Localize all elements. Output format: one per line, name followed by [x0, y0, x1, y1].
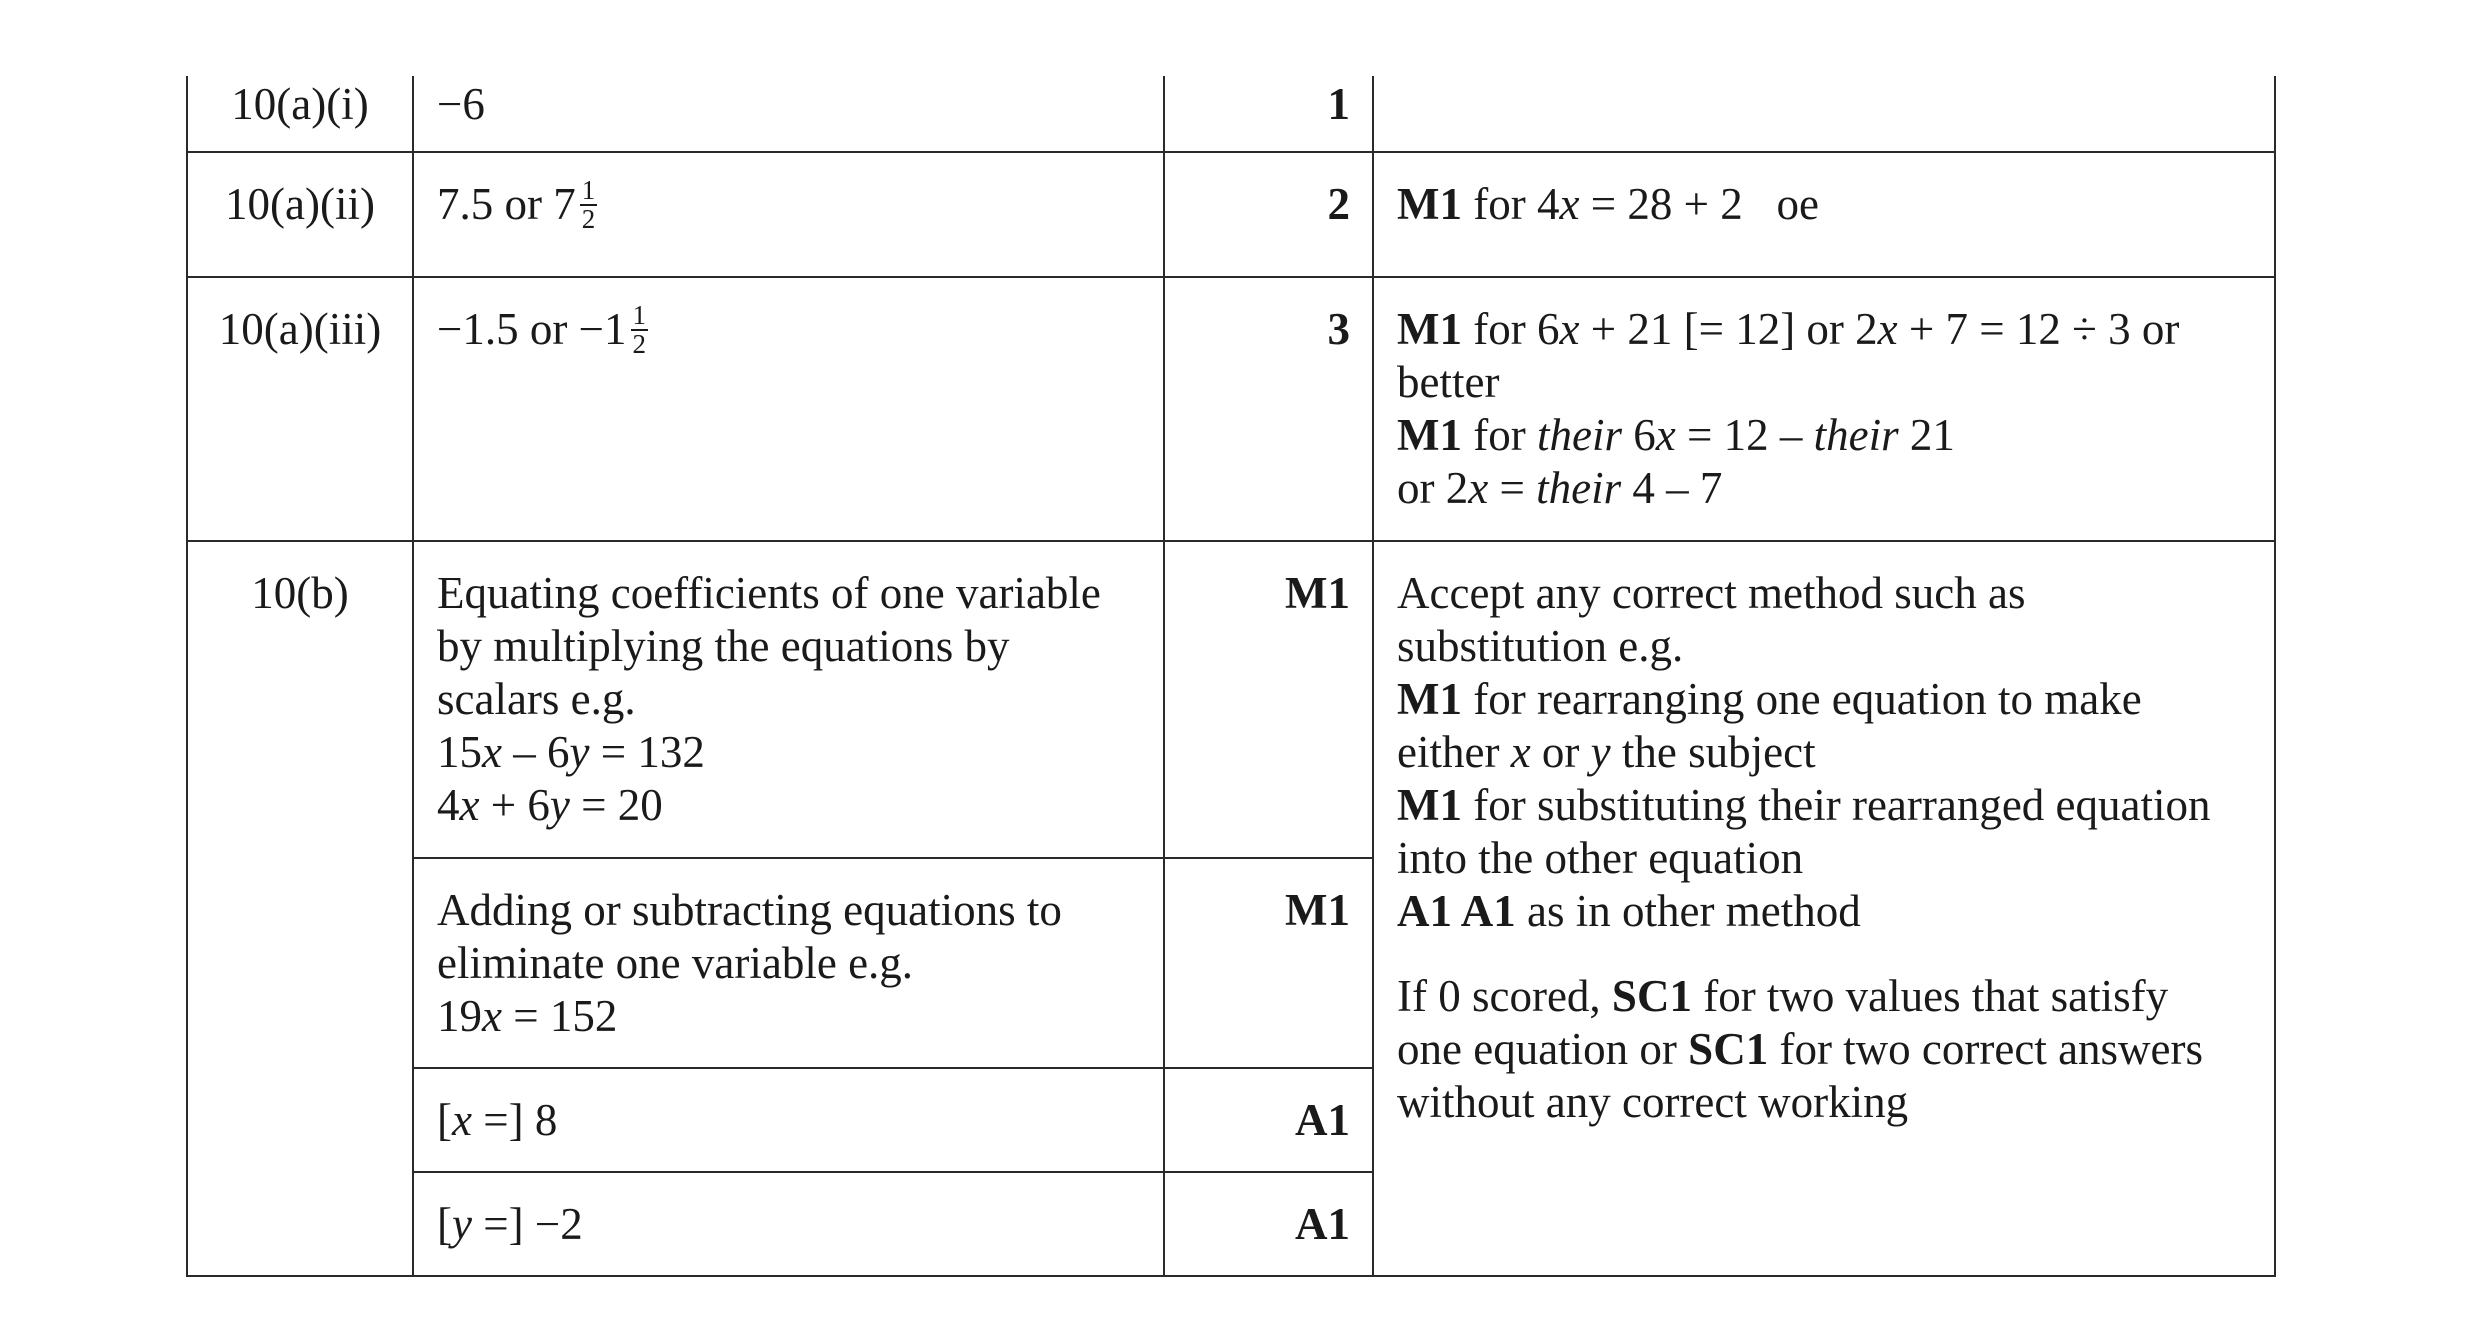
answer-cell — [413, 277, 1164, 541]
guidance-cell — [1373, 76, 2275, 152]
guidance-emphasis: their — [1813, 410, 1899, 460]
variable-x: x — [1559, 304, 1580, 354]
variable-x: x — [452, 1095, 472, 1145]
equation-text: =] −2 — [471, 1199, 583, 1249]
guidance-text: 21 — [1898, 410, 1955, 460]
marks-cell — [1164, 76, 1373, 152]
variable-y: y — [1590, 727, 1611, 777]
guidance-text: = 28 + 2 oe — [1579, 179, 1819, 229]
fraction-numerator: 1 — [581, 174, 596, 205]
answer-text: −1.5 or −1 — [437, 304, 627, 354]
marks-cell — [1164, 152, 1373, 277]
equation-text: 4 — [437, 780, 460, 830]
answer-cell — [413, 152, 1164, 277]
guidance-line — [1397, 462, 2254, 515]
answer-fraction — [580, 174, 598, 234]
answer-text: 7.5 or 7 — [437, 179, 576, 229]
marks-value: A1 — [1295, 1199, 1350, 1249]
equation-text: – 6 — [501, 727, 570, 777]
answer-line: Equating coefficients of one variable — [437, 568, 1101, 618]
answer-text: −6 — [437, 79, 485, 129]
question-cell — [187, 76, 413, 152]
marks-cell — [1164, 858, 1373, 1068]
mark-scheme-table — [186, 76, 2276, 1277]
answer-line: eliminate one variable e.g. — [437, 938, 914, 988]
guidance-line — [1397, 885, 2254, 938]
mark-code: M1 — [1397, 410, 1462, 460]
marks-value: A1 — [1295, 1095, 1350, 1145]
question-cell — [187, 277, 413, 541]
variable-x: x — [1510, 727, 1531, 777]
variable-x: x — [482, 727, 502, 777]
marks-value: M1 — [1285, 885, 1350, 935]
table-row — [187, 76, 2275, 152]
marks-cell — [1164, 541, 1373, 858]
guidance-line: into the other equation — [1397, 833, 1804, 883]
guidance-text: + 21 [= 12] or 2 — [1579, 304, 1878, 354]
equation-line — [437, 726, 1163, 779]
mark-code: M1 — [1397, 179, 1462, 229]
marks-value: 3 — [1327, 304, 1350, 354]
guidance-text: If 0 scored, — [1397, 971, 1612, 1021]
fraction-denominator: 2 — [632, 328, 646, 359]
guidance-emphasis: their — [1536, 463, 1622, 513]
answer-cell — [413, 541, 1164, 858]
answer-cell — [413, 76, 1164, 152]
guidance-text: for substituting their rearranged equation — [1461, 780, 2211, 830]
mark-code: M1 — [1397, 674, 1462, 724]
guidance-line — [1397, 303, 2254, 356]
guidance-line — [1397, 409, 2254, 462]
marks-cell — [1164, 1068, 1373, 1172]
guidance-line — [1397, 726, 2254, 779]
equation-text: [ — [437, 1095, 452, 1145]
mark-code: M1 — [1397, 780, 1462, 830]
guidance-text: + 7 = 12 ÷ 3 or — [1897, 304, 2180, 354]
guidance-line — [1397, 673, 2254, 726]
answer-line: scalars e.g. — [437, 674, 636, 724]
equation-text: + 6 — [479, 780, 550, 830]
guidance-line: without any correct working — [1397, 1077, 1909, 1127]
equation-line — [437, 779, 1163, 832]
table-row — [187, 277, 2275, 541]
mark-code: SC1 — [1611, 971, 1692, 1021]
variable-x: x — [1655, 410, 1676, 460]
guidance-line: Accept any correct method such as — [1397, 568, 2026, 618]
variable-x: x — [1559, 179, 1580, 229]
equation-line — [437, 990, 1163, 1043]
guidance-text: = 12 – — [1675, 410, 1814, 460]
guidance-line — [1397, 1023, 2254, 1076]
answer-fraction — [631, 299, 649, 359]
guidance-text: or — [1530, 727, 1591, 777]
guidance-line: better — [1397, 357, 1500, 407]
variable-x: x — [1468, 463, 1489, 513]
equation-text: = 132 — [589, 727, 705, 777]
table-row — [187, 152, 2275, 277]
guidance-text: as in other method — [1515, 886, 1861, 936]
mark-code: SC1 — [1688, 1024, 1769, 1074]
variable-x: x — [459, 780, 480, 830]
guidance-text: either — [1397, 727, 1511, 777]
marks-value: M1 — [1285, 568, 1350, 618]
answer-cell — [413, 858, 1164, 1068]
fraction-numerator: 1 — [632, 299, 646, 330]
equation-text: [ — [437, 1199, 452, 1249]
question-label: 10(a)(ii) — [225, 179, 375, 229]
variable-y: y — [569, 727, 590, 777]
marks-cell — [1164, 1172, 1373, 1276]
question-label: 10(a)(iii) — [218, 304, 382, 354]
guidance-line — [1397, 970, 2254, 1023]
guidance-text: or 2 — [1397, 463, 1469, 513]
guidance-text: for 4 — [1461, 179, 1560, 229]
mark-code: M1 — [1397, 304, 1462, 354]
marks-value: 1 — [1327, 79, 1350, 129]
answer-line: Adding or subtracting equations to — [437, 885, 1062, 935]
fraction-denominator: 2 — [581, 203, 596, 234]
guidance-text: the subject — [1610, 727, 1816, 777]
table-row — [187, 541, 2275, 858]
guidance-text: for two correct answers — [1768, 1024, 2204, 1074]
answer-cell — [413, 1068, 1164, 1172]
guidance-text: for two values that satisfy — [1691, 971, 2169, 1021]
guidance-text: = — [1488, 463, 1537, 513]
mark-code: A1 A1 — [1397, 886, 1516, 936]
guidance-text: 6 — [1621, 410, 1656, 460]
guidance-emphasis: their — [1536, 410, 1622, 460]
variable-y: y — [452, 1199, 472, 1249]
equation-text: =] 8 — [471, 1095, 558, 1145]
equation-text: 15 — [437, 727, 482, 777]
guidance-text: for — [1461, 410, 1537, 460]
variable-x: x — [1877, 304, 1898, 354]
equation-text: = 152 — [501, 991, 618, 1041]
question-label: 10(b) — [251, 568, 349, 618]
guidance-text: for rearranging one equation to make — [1461, 674, 2142, 724]
question-cell — [187, 541, 413, 1276]
guidance-text: one equation or — [1397, 1024, 1689, 1074]
spacer — [1397, 938, 2254, 970]
question-cell — [187, 152, 413, 277]
guidance-text: 4 – 7 — [1621, 463, 1723, 513]
guidance-line — [1397, 779, 2254, 832]
question-label: 10(a)(i) — [231, 79, 369, 129]
guidance-cell — [1373, 541, 2275, 1276]
variable-y: y — [549, 780, 570, 830]
equation-text: 19 — [437, 991, 482, 1041]
answer-cell — [413, 1172, 1164, 1276]
marks-cell — [1164, 277, 1373, 541]
marks-value: 2 — [1327, 179, 1350, 229]
equation-text: = 20 — [569, 780, 663, 830]
guidance-line: substitution e.g. — [1397, 621, 1684, 671]
guidance-cell — [1373, 277, 2275, 541]
answer-line: by multiplying the equations by — [437, 621, 1010, 671]
guidance-text: for 6 — [1461, 304, 1560, 354]
guidance-cell — [1373, 152, 2275, 277]
variable-x: x — [482, 991, 502, 1041]
